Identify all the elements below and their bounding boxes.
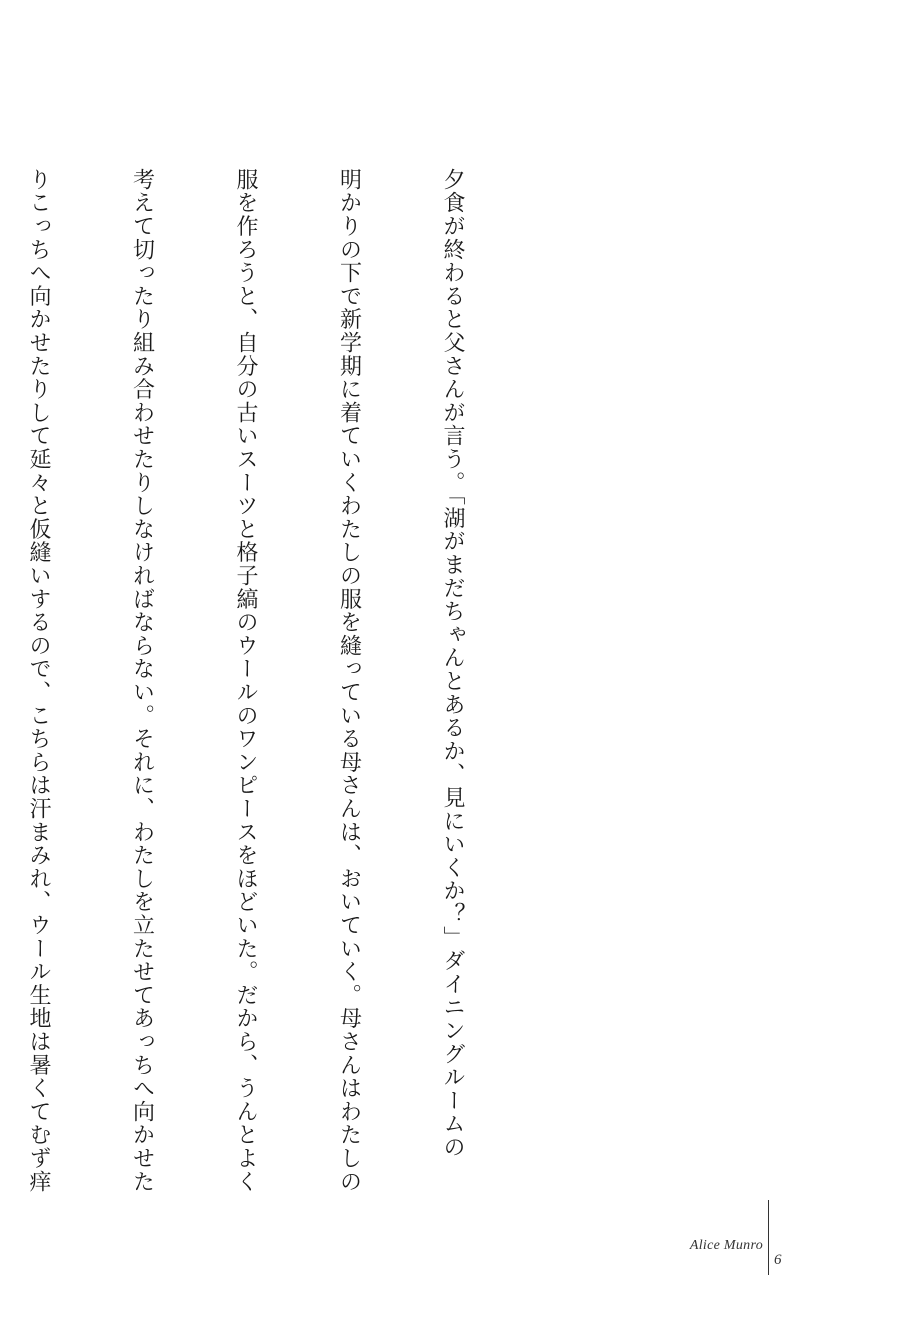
folio-divider [768, 1200, 769, 1275]
text-line-5: りこっちへ向かせたりして延々と仮縫いするので、こちらは汗まみれ、ウール生地は暑くてむず痒 [26, 168, 51, 1194]
text-line-3: 服を作ろうと、自分の古いスーツと格子縞のウールのワンピースをほどいた。だから、うんとよく [233, 168, 258, 1194]
running-footer-author: Alice Munro [689, 1238, 763, 1253]
page-number: 6 [774, 1252, 782, 1268]
text-line-4: 考えて切ったり組み合わせたりしなければならない。それに、わたしを立たせてあっちへ向かせた [129, 168, 155, 1194]
text-line-1: 夕食が終わると父さんが言う。「湖がまだちゃんとあるか、見にいくか？」ダイニングルームの [440, 168, 465, 1159]
text-line-2: 明かりの下で新学期に着ていくわたしの服を縫っている母さんは、おいていく。母さんはわたしの [336, 168, 362, 1194]
vertical-text-body [26, 168, 538, 1194]
